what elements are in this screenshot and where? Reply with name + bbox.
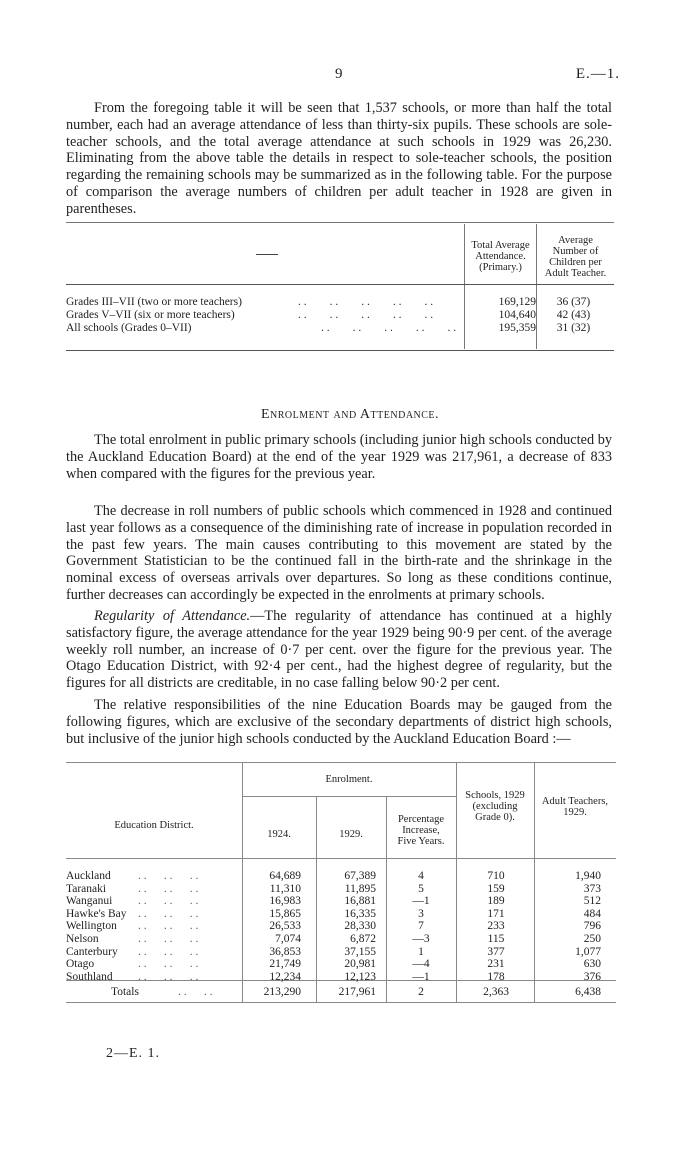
paragraph-enrolment: The total enrolment in public primary schools (including junior high schools conducted by the Auckland Education Board) at the end of the year 1929 was 217,961, a decrease of 833 when compared with the figures for the previous year. bbox=[66, 432, 612, 482]
table-row: Auckland 64,689 67,389 4 710 1,940 . . . . . . bbox=[66, 870, 601, 882]
header-enrolment: Enrolment. bbox=[325, 774, 373, 785]
header-1929: 1929. bbox=[339, 829, 363, 840]
footer-signature: 2—E. 1. bbox=[106, 1046, 161, 1061]
paragraph-regularity: Regularity of Attendance.—The regularity of attendance has continued at a highly satisfactory figure, the average attendance for the year 1929 being 90·9 per cent. of the average weekly roll number, an increase of 0·7 per cent. over the figure for the previous year. The Otago Education District, with 92·4 per cent., had the highest degree of regularity, but the figures for all districts are creditable, in no case falling below 90·2 per cent. bbox=[66, 608, 612, 692]
document-reference: E.—1. bbox=[575, 66, 620, 82]
paragraph-sole-teacher: From the foregoing table it will be seen that 1,537 schools, or more than half the total number, each had an average attendance of less than thirty-six pupils. These schools are sole-teacher schools, and the total average attendance at such schools in 1929 was 26,230. Eliminating from the above table the details in respect to sole-teacher schools, the position regarding the remaining schools may be summarized as in the following table. For the purpose of comparison the average numbers of children per adult teacher in 1928 are given in parentheses. bbox=[66, 100, 612, 217]
header-total-attendance: Total Average Attendance. (Primary.) bbox=[471, 240, 530, 273]
table-row: Grades III–VII (two or more teachers) . . . . . . . . . . 169,129 36 (37) bbox=[66, 296, 591, 308]
table-education-districts bbox=[66, 762, 616, 1022]
header-1924: 1924. bbox=[267, 829, 291, 840]
table-row: Otago 21,749 20,981 —4 231 630 . . . . . . bbox=[66, 958, 601, 971]
paragraph-responsibilities: The relative responsibilities of the nine Education Boards may be gauged from the following figures, which are exclusive of the secondary departments of district high schools, but inclusive of the junior high schools conducted by the Auckland Education Board :— bbox=[66, 697, 612, 747]
table-row: Taranaki 11,310 11,895 5 159 373 . . . . . . bbox=[66, 882, 601, 895]
table-row: Grades V–VII (six or more teachers) . . . . . . . . . . 104,640 42 (43) bbox=[66, 309, 591, 321]
table-row: Southland 12,234 12,123 —1 178 376 . . . . . . bbox=[66, 970, 601, 983]
regularity-heading: Regularity of Attendance. bbox=[94, 608, 251, 624]
table-row: All schools (Grades 0–VII) . . . . . . . . . . 195,359 31 (32) bbox=[66, 322, 591, 334]
header-percentage: Percentage Increase, Five Years. bbox=[397, 814, 445, 847]
table-row: Wellington 26,533 28,330 7 233 796 . . . . . . bbox=[66, 920, 601, 933]
page-number: 9 bbox=[335, 66, 343, 82]
table-row: Canterbury 36,853 37,155 1 377 1,077 . . . . . . bbox=[66, 945, 601, 958]
totals-row: Totals . . . . 213,290 217,961 2 2,363 6,438 bbox=[111, 986, 601, 998]
blank-header-dash bbox=[256, 254, 278, 255]
table-row: Wanganui 16,983 16,881 —1 189 512 . . . . . . bbox=[66, 895, 601, 908]
section-heading: Enrolment and Attendance. bbox=[260, 407, 440, 422]
table-row: Hawke's Bay 15,865 16,335 3 171 484 . . . . . . bbox=[66, 907, 601, 920]
header-district: Education District. bbox=[114, 820, 194, 831]
header-schools: Schools, 1929 (excluding Grade 0). bbox=[465, 790, 525, 823]
header-teachers: Adult Teachers, 1929. bbox=[541, 796, 609, 818]
header-children-per-teacher: Average Number of Children per Adult Teacher. bbox=[544, 235, 607, 279]
table-row: Nelson 7,074 6,872 —3 115 250 . . . . . . bbox=[66, 933, 601, 945]
paragraph-roll-decrease: The decrease in roll numbers of public schools which commenced in 1928 and continued last year follows as a consequence of the diminishing rate of increase in population recorded in the past few years. The main causes contributing to this movement are stated by the Government Statistician to be the continued fall in the birth-rate and the shrinkage in the nominal excess of overseas arrivals over departures. So long as these conditions continue, further decreases can accordingly be expected in the enrolments at primary schools. bbox=[66, 503, 612, 603]
